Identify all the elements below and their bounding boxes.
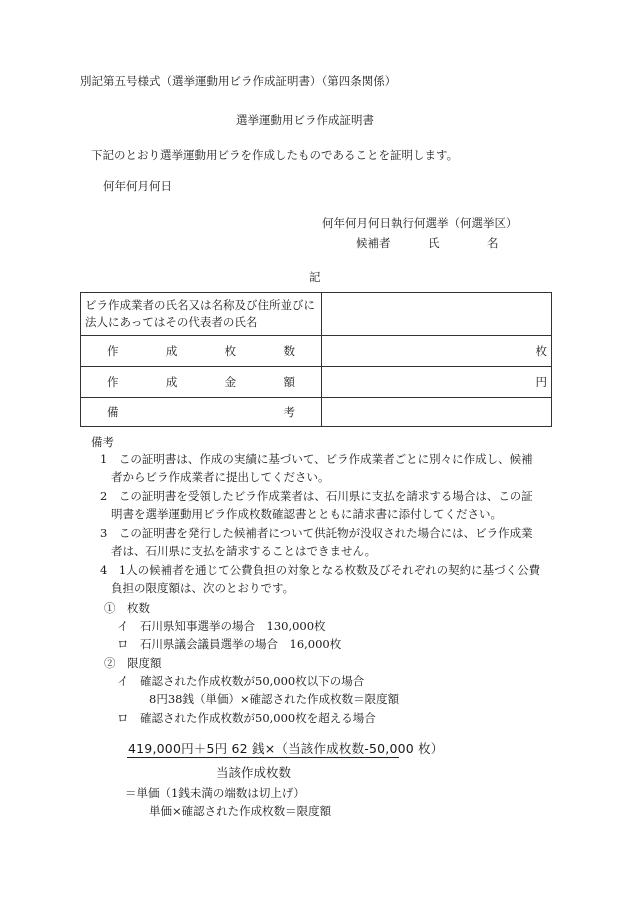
remarks-label: 備 考 <box>81 398 322 427</box>
copies-unit: 枚 <box>322 336 552 367</box>
note-4-line-2: 負担の限度額は、次のとおりです。 <box>111 581 295 595</box>
limit-case-a: イ 確認された作成枚数が50,000枚以下の場合 <box>117 674 365 688</box>
note-3-line-1: 3 この証明書を発行した候補者について供託物が没収された場合には、ビラ作成業 <box>100 526 533 540</box>
issue-date: 何年何月何日 <box>103 179 172 193</box>
note-2-line-2: 明書を選挙運動用ビラ作成枚数確認書とともに請求書に添付してください。 <box>111 507 502 521</box>
copies-governor: イ 石川県知事選挙の場合 130,000枚 <box>117 619 326 633</box>
candidate-name-1: 氏 <box>428 236 440 250</box>
final-limit-formula: 単価×確認された作成枚数＝限度額 <box>149 804 332 818</box>
document-title: 選挙運動用ビラ作成証明書 <box>236 113 374 127</box>
limit-case-a-formula: 8円38銭（単価）×確認された作成枚数＝限度額 <box>149 692 400 706</box>
note-2-line-1: 2 この証明書を受領したビラ作成業者は、石川県に支払を請求する場合は、この証 <box>100 489 533 503</box>
details-table <box>80 292 552 427</box>
operator-name-value <box>322 293 552 336</box>
table-row <box>81 293 552 336</box>
unit-price-line: ＝単価（1銭未満の端数は切上げ） <box>125 786 305 800</box>
table-row <box>81 367 552 398</box>
copies-assembly: ロ 石川県議会議員選挙の場合 16,000枚 <box>117 637 342 651</box>
candidate-label: 候補者 <box>356 236 391 250</box>
operator-name-label: ビラ作成業者の氏名又は名称及び住所並びに法人にあってはその代表者の氏名 <box>81 293 322 336</box>
notes-heading: 備考 <box>91 435 114 449</box>
subsection-copies: ① 枚数 <box>104 601 150 615</box>
election-name: 何年何月何日執行何選挙（何選挙区） <box>322 216 518 230</box>
fraction-bar <box>127 757 399 758</box>
table-row <box>81 398 552 427</box>
remarks-value <box>322 398 552 427</box>
fraction-denominator: 当該作成枚数 <box>216 765 292 780</box>
ki-heading: 記 <box>309 270 321 284</box>
amount-label: 作 成 金 額 <box>81 367 322 398</box>
note-1-line-1: 1 この証明書は、作成の実績に基づいて、ビラ作成業者ごとに別々に作成し、候補 <box>100 452 533 466</box>
table-row <box>81 336 552 367</box>
certification-statement: 下記のとおり選挙運動用ビラを作成したものであることを証明します。 <box>91 148 459 162</box>
form-header-line: 別記第五号様式（選挙運動用ビラ作成証明書）（第四条関係） <box>80 74 397 88</box>
amount-unit: 円 <box>322 367 552 398</box>
candidate-name-2: 名 <box>487 236 499 250</box>
note-1-line-2: 者からビラ作成業者に提出してください。 <box>111 470 330 484</box>
copies-label: 作 成 枚 数 <box>81 336 322 367</box>
limit-case-b: ロ 確認された作成枚数が50,000枚を超える場合 <box>117 711 376 725</box>
note-4-line-1: 4 1人の候補者を通じて公費負担の対象となる枚数及びそれぞれの契約に基づく公費 <box>100 563 541 577</box>
subsection-limit: ② 限度額 <box>104 656 162 670</box>
note-3-line-2: 者は、石川県に支払を請求することはできません。 <box>111 544 377 558</box>
fraction-numerator: 419,000円＋5円 62 銭×（当該作成枚数-50,000 枚） <box>128 741 444 756</box>
